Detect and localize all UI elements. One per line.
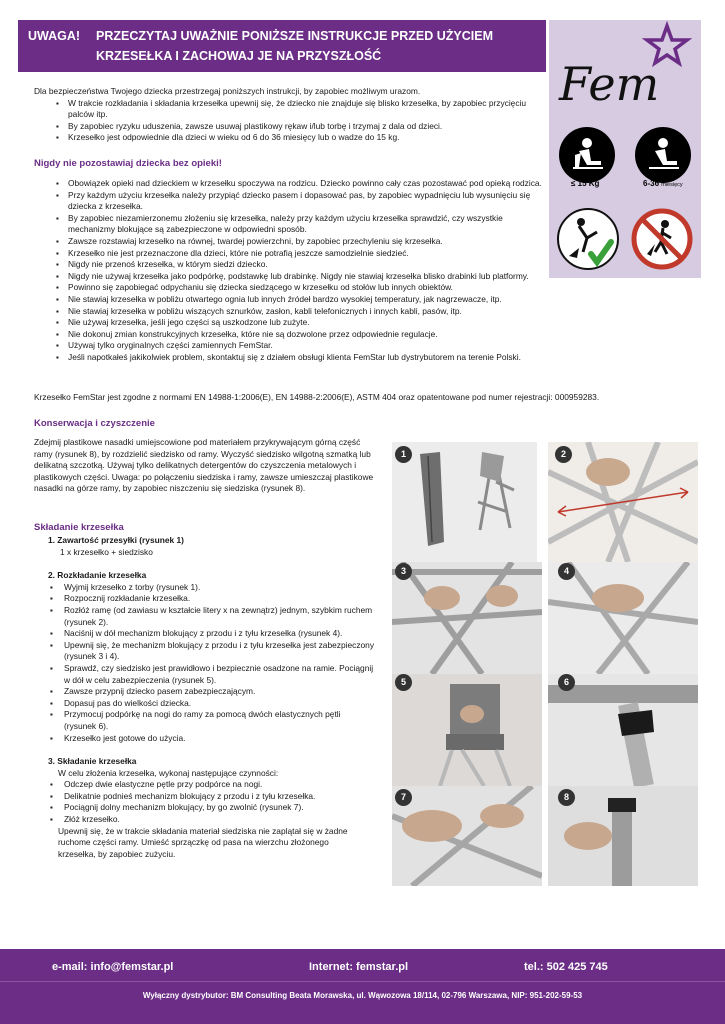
fold-list xyxy=(34,779,384,825)
unfold-list xyxy=(34,582,374,744)
warning-label: UWAGA! xyxy=(28,29,81,43)
list-item: ▪ Zawsze przypnij dziecko pasem zabezpieczającym. xyxy=(34,686,374,698)
list-item: ▪ Sprawdź, czy siedzisko jest prawidłowo i bezpiecznie osadzone na ramie. Pociągnij w dół w celu zabezpieczenia (rysunek 5). xyxy=(34,663,374,686)
list-item: ▪ Rozpocznij rozkładanie krzesełka. xyxy=(34,593,374,605)
list-item: ▪ Upewnij się, że mechanizm blokujący z przodu i z tyłu krzesełka jest zabezpieczony (rysunek 3 i 4). xyxy=(34,640,374,663)
page-footer xyxy=(0,949,725,1024)
list-item: ▪ Delikatnie podnieś mechanizm blokujący z przodu i z tyłu krzesełka. xyxy=(34,791,384,803)
safety-section xyxy=(34,86,544,156)
prohibited-use-icon xyxy=(631,208,693,270)
fold-lead: W celu złożenia krzesełka, wykonaj następujące czynności: xyxy=(58,767,279,778)
svg-text:Fem: Fem xyxy=(559,57,660,111)
child-age-icon xyxy=(635,127,691,183)
list-item: ▪ Pociągnij dolny mechanizm blokujący, by go zwolnić (rysunek 7). xyxy=(34,802,384,814)
list-item: ▪ Nigdy nie przenoś krzesełka, w którym siedzi dziecko. xyxy=(34,259,544,271)
figure-number: 2 xyxy=(555,446,572,463)
maintenance-heading: Konserwacja i czyszczenie xyxy=(34,418,155,429)
list-item: ▪ Nie używaj krzesełka, jeśli jego części są uszkodzone lub zużyte. xyxy=(34,317,544,329)
header-line-1: PRZECZYTAJ UWAŻNIE PONIŻSZE INSTRUKCJE PRZED UŻYCIEM xyxy=(96,29,494,43)
list-item: ▪ By zapobiec ryzyku uduszenia, zawsze usuwaj plastikowy rękaw i/lub torbę i trzymaj z dala od dzieci. xyxy=(34,121,544,133)
list-item: ▪ Krzesełko jest odpowiednie dla dzieci w wieku od 6 do 36 miesięcy lub o wadze do 15 kg. xyxy=(34,132,544,144)
maintenance-text: Zdejmij plastikowe nasadki umiejscowione pod materiałem przykrywającym górną część ramy (rysunek 8), by rozdzielić siedzisko od ramy. Wyczyść siedzisko wilgotną szmatką lub delikatną szczotką. Używaj tylko delikatnych detergentów do czyszczenia metalowych i plastikowych części. Uwaga: po połączeniu siedziska i ramy, zawsze umieszczaj plastikowe nasadki na górze ramy, by zapobiec niszczeniu się siedziska (rysunek 8). xyxy=(34,437,374,494)
contents-text: 1 x krzesełko + siedzisko xyxy=(60,546,153,557)
figure-number: 4 xyxy=(558,563,575,580)
assembly-section xyxy=(34,535,384,860)
figure-6-footrest-loop xyxy=(548,674,698,786)
supervision-heading: Nigdy nie pozostawiaj dziecka bez opieki! xyxy=(34,158,222,169)
list-item: ▪ Wyjmij krzesełko z torby (rysunek 1). xyxy=(34,582,374,594)
footer-website: Internet: femstar.pl xyxy=(309,961,409,973)
weight-limit: ≤ 15 Kg xyxy=(571,179,600,188)
footer-distributor: Wyłączny dystrybutor: BM Consulting Beata Morawska, ul. Wąwozowa 18/114, 02-796 Warszawa, NIP: 951-202-59-53 xyxy=(142,991,583,1000)
header-line-2: KRZESEŁKA I ZACHOWAJ JE NA PRZYSZŁOŚĆ xyxy=(96,49,382,63)
list-item: ▪ Odczep dwie elastyczne pętle przy podpórce na nogi. xyxy=(34,779,384,791)
intro-text: Dla bezpieczeństwa Twojego dziecka przestrzegaj poniższych instrukcji, by zapobiec możliwym urazom. xyxy=(34,86,421,96)
figure-number: 7 xyxy=(395,789,412,806)
list-item: ▪ Nigdy nie używaj krzesełka jako podpórkę, podstawkę lub drabinkę. Nigdy nie stawiaj krzesełka blisko drabinki lub platformy. xyxy=(34,271,594,283)
list-item: ▪ Przy każdym użyciu krzesełka należy przypiąć dziecko pasem i dopasować pas, by zapobiec wypadnięciu lub wysunięciu się dziecka z krzesełka. xyxy=(34,190,544,213)
figure-1-chair-in-bag xyxy=(392,442,537,562)
contents-heading: 1. Zawartość przesyłki (rysunek 1) xyxy=(48,535,184,545)
child-sitting-icon xyxy=(559,127,615,183)
list-item: ▪ Jeśli napotkałeś jakikolwiek problem, skontaktuj się z działem obsługi klienta FemStar lub dystrybutorem na terenie Polski. xyxy=(34,352,594,364)
femstar-logo xyxy=(549,20,701,122)
compliance-note: Krzesełko FemStar jest zgodne z normami EN 14988-1:2006(E), EN 14988-2:2006(E), ASTM 404 oraz opatentowane pod numer rejestracji: 000959283. xyxy=(34,392,600,402)
figure-5-seat-mounted xyxy=(392,674,542,786)
figure-number: 1 xyxy=(395,446,412,463)
list-item: ▪ Krzesełko nie jest przeznaczone dla dzieci, które nie potrafią jeszcze samodzielnie siedzieć. xyxy=(34,248,544,260)
footer-divider xyxy=(0,981,725,982)
fold-heading: 3. Składanie krzesełka xyxy=(48,756,137,767)
age-range: 6-36 miesięcy xyxy=(643,179,683,188)
page-header xyxy=(18,20,546,72)
list-item: ▪ Nie stawiaj krzesełka w pobliżu wiszących sznurków, zasłon, kabli telefonicznych i innych kabli, pasów, itp. xyxy=(34,306,544,318)
list-item: ▪ Powinno się zapobiegać odpychaniu się dziecka siedzącego w krzesełku od stołów lub innych obiektów. xyxy=(34,282,544,294)
figure-2-unfolding-frame xyxy=(548,442,698,562)
intro-list xyxy=(34,98,544,144)
list-item: ▪ Zawsze rozstawiaj krzesełko na równej, twardej powierzchni, by zapobiec przechyleniu się krzesełka. xyxy=(34,236,544,248)
list-item: ▪ Używaj tylko oryginalnych części zamiennych FemStar. xyxy=(34,340,544,352)
figure-number: 3 xyxy=(395,563,412,580)
list-item: ▪ Naciśnij w dół mechanizm blokujący z przodu i z tyłu krzesełka (rysunek 4). xyxy=(34,628,374,640)
list-item: ▪ Krzesełko jest gotowe do użycia. xyxy=(34,733,374,745)
figure-number: 6 xyxy=(558,674,575,691)
warning-list xyxy=(34,178,544,364)
list-item: ▪ Nie dokonuj zmian konstrukcyjnych krzesełka, które nie są dozwolone przez odpowiednie regulacje. xyxy=(34,329,544,341)
list-item: ▪ Obowiązek opieki nad dzieckiem w krzesełku spoczywa na rodzicu. Dziecko powinno cały czas pozostawać pod opieką rodzica. xyxy=(34,178,544,190)
list-item: ▪ Przymocuj podpórkę na nogi do ramy za pomocą dwóch elastycznych pętli (rysunek 6). xyxy=(34,709,374,732)
list-item: ▪ W trakcie rozkładania i składania krzesełka upewnij się, że dziecko nie znajduje się blisko krzesełka, by zapobiec przycięciu palców itp. xyxy=(34,98,544,121)
unfold-heading: 2. Rozkładanie krzesełka xyxy=(48,570,147,581)
allowed-use-icon xyxy=(557,208,619,270)
figure-number: 8 xyxy=(558,789,575,806)
footer-email: e-mail: info@femstar.pl xyxy=(52,961,174,973)
side-panel xyxy=(549,20,701,278)
list-item: ▪ Dopasuj pas do wielkości dziecka. xyxy=(34,698,374,710)
footer-phone: tel.: 502 425 745 xyxy=(524,961,608,973)
figure-number: 5 xyxy=(395,674,412,691)
figure-3-lock-front xyxy=(392,562,542,674)
assembly-heading: Składanie krzesełka xyxy=(34,522,124,533)
list-item: ▪ By zapobiec niezamierzonemu złożeniu się krzesełka, należy przy każdym użyciu krzesełka sprawdzić, czy wszystkie mechanizmy blokujące są zabezpieczone w odpowiedni sposób. xyxy=(34,213,544,236)
fold-note: Upewnij się, że w trakcie składania materiał siedziska nie zaplątał się w żadne ruchome części ramy. Umieść sprzączkę od pasa na wierzchu złożonego krzesełka, by zapobiec zużyciu. xyxy=(58,825,348,859)
list-item: ▪ Złóż krzesełko. xyxy=(34,814,384,826)
list-item: ▪ Nie stawiaj krzesełka w pobliżu otwartego ognia lub innych źródeł bardzo wysokiej temperatury, jak nagrzewacze, itp. xyxy=(34,294,544,306)
figure-7-release-lock xyxy=(392,786,542,886)
list-item: ▪ Rozłóż ramę (od zawiasu w kształcie litery x na zewnątrz) jednym, szybkim ruchem (rysunek 2). xyxy=(34,605,374,628)
